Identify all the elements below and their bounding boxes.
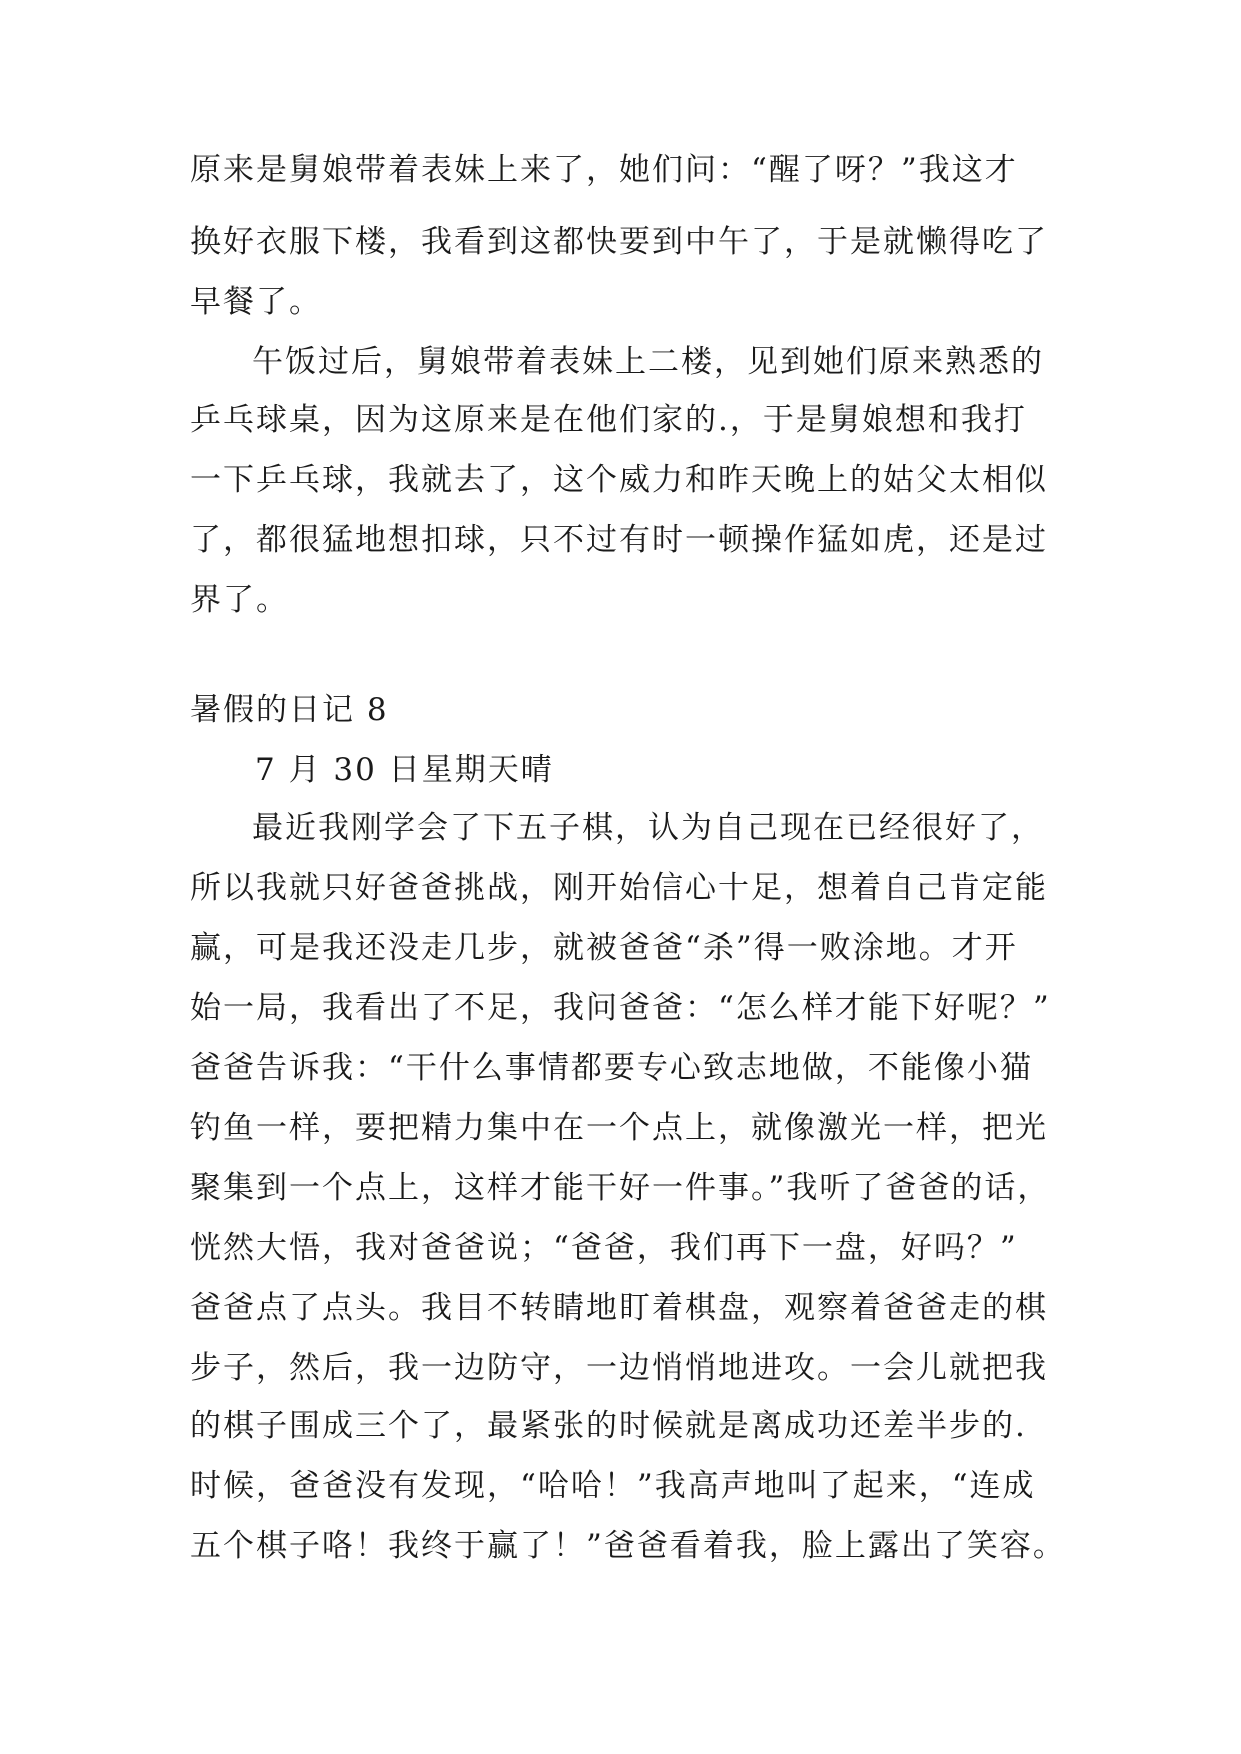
paragraph-line: 始一局，我看出了不足，我问爸爸：“怎么样才能下好呢？” — [190, 990, 1051, 1026]
paragraph-line: 早餐了。 — [190, 284, 322, 320]
paragraph-line: 所以我就只好爸爸挑战，刚开始信心十足，想着自己肯定能 — [190, 870, 1048, 906]
paragraph-line: 步子，然后，我一边防守，一边悄悄地进攻。一会儿就把我 — [190, 1350, 1048, 1386]
paragraph-line: 换好衣服下楼，我看到这都快要到中午了，于是就懒得吃了 — [190, 224, 1048, 260]
paragraph-line: 时候，爸爸没有发现，“哈哈！”我高声地叫了起来，“连成 — [190, 1468, 1036, 1504]
paragraph-line: 爸爸告诉我：“干什么事情都要专心致志地做，不能像小猫 — [190, 1050, 1033, 1086]
paragraph-line: 恍然大悟，我对爸爸说；“爸爸，我们再下一盘，好吗？” — [190, 1230, 1018, 1266]
section-title: 暑假的日记 8 — [190, 692, 389, 728]
paragraph-line: 界了。 — [190, 582, 289, 618]
paragraph-line: 的棋子围成三个了，最紧张的时候就是离成功还差半步的. — [190, 1408, 1027, 1444]
paragraph-line: 聚集到一个点上，这样才能干好一件事。”我听了爸爸的话， — [190, 1170, 1051, 1206]
paragraph-line: 一下乒乓球，我就去了，这个威力和昨天晚上的姑父太相似 — [190, 462, 1048, 498]
paragraph-line: 了，都很猛地想扣球，只不过有时一顿操作猛如虎，还是过 — [190, 522, 1048, 558]
paragraph-line: 钓鱼一样，要把精力集中在一个点上，就像激光一样，把光 — [190, 1110, 1048, 1146]
paragraph-line: 午饭过后，舅娘带着表妹上二楼，见到她们原来熟悉的 — [252, 344, 1044, 380]
paragraph-line: 五个棋子咯！我终于赢了！”爸爸看着我，脸上露出了笑容。 — [190, 1528, 1066, 1564]
paragraph-line: 赢，可是我还没走几步，就被爸爸“杀”得一败涂地。才开 — [190, 930, 1018, 966]
paragraph-line: 乒乓球桌，因为这原来是在他们家的.，于是舅娘想和我打 — [190, 402, 1027, 438]
paragraph-line: 原来是舅娘带着表妹上来了，她们问：“醒了呀？”我这才 — [190, 152, 1018, 188]
paragraph-line: 最近我刚学会了下五子棋，认为自己现在已经很好了， — [252, 810, 1044, 846]
date-line: 7 月 30 日星期天晴 — [255, 752, 554, 788]
paragraph-line: 爸爸点了点头。我目不转睛地盯着棋盘，观察着爸爸走的棋 — [190, 1290, 1048, 1326]
